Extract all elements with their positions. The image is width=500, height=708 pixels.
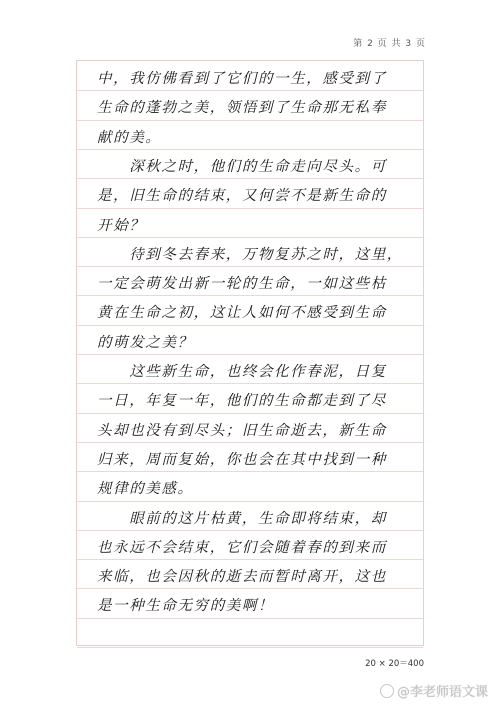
ruled-line	[77, 266, 423, 267]
essay-line: 开始？	[97, 217, 146, 234]
ruled-line	[77, 501, 423, 502]
ruled-line	[77, 325, 423, 326]
essay-line: 来临，也会因秋的逝去而暂时离开，这也	[97, 569, 387, 586]
ruled-line	[77, 618, 423, 619]
essay-line: 是一种生命无穷的美啊！	[97, 598, 275, 615]
essay-line: 深秋之时，他们的生命走向尽头。可	[97, 158, 387, 175]
ruled-line	[77, 354, 423, 355]
ruled-line	[77, 471, 423, 472]
essay-line: 一日，年复一年，他们的生命都走到了尽	[97, 393, 387, 410]
watermark-text: @李老师语文课	[396, 685, 488, 700]
essay-line: 规律的美感。	[97, 481, 194, 498]
essay-line: 一定会萌发出新一轮的生命，一如这些枯	[97, 276, 387, 293]
essay-line: 的萌发之美？	[97, 334, 194, 351]
essay-line: 归来，周而复始，你也会在其中找到一种	[97, 451, 387, 468]
ruled-line	[77, 208, 423, 209]
ruled-line	[77, 237, 423, 238]
essay-line: 是，旧生命的结束，又何尝不是新生命的	[97, 188, 387, 205]
ruled-line	[77, 647, 423, 648]
ruled-line	[77, 90, 423, 91]
ruled-line	[77, 383, 423, 384]
ruled-line	[77, 559, 423, 560]
ruled-line	[77, 530, 423, 531]
essay-line: 黄在生命之初，这让人如何不感受到生命	[97, 305, 387, 322]
ruled-line	[77, 442, 423, 443]
essay-line: 中，我仿佛看到了它们的一生，感受到了	[97, 71, 387, 87]
watermark	[380, 681, 488, 700]
essay-line: 这些新生命，也终会化作春泥，日复	[97, 364, 387, 380]
essay-line: 献的美。	[97, 129, 162, 146]
essay-line: 待到冬去春来，万物复苏之时，这里，	[97, 246, 403, 263]
essay-line: 头却也没有到尽头；旧生命逝去，新生命	[97, 422, 387, 439]
ruled-line	[77, 120, 423, 121]
essay-line: 也永远不会结束，它们会随着春的到来而	[97, 539, 387, 556]
essay-line: 生命的蓬勃之美，领悟到了生命那无私奉	[97, 100, 387, 117]
essay-line: 眼前的这片枯黄，生命即将结束，却	[97, 510, 387, 527]
page-number: 第 2 页 共 3 页	[353, 39, 426, 49]
grid-size-label: 20 × 20＝400	[365, 659, 424, 669]
ruled-line	[77, 295, 423, 296]
writing-sheet	[76, 60, 424, 646]
ruled-line	[77, 178, 423, 179]
watermark-logo-icon	[380, 684, 394, 698]
ruled-line	[77, 149, 423, 150]
ruled-line	[77, 413, 423, 414]
ruled-line	[77, 588, 423, 589]
